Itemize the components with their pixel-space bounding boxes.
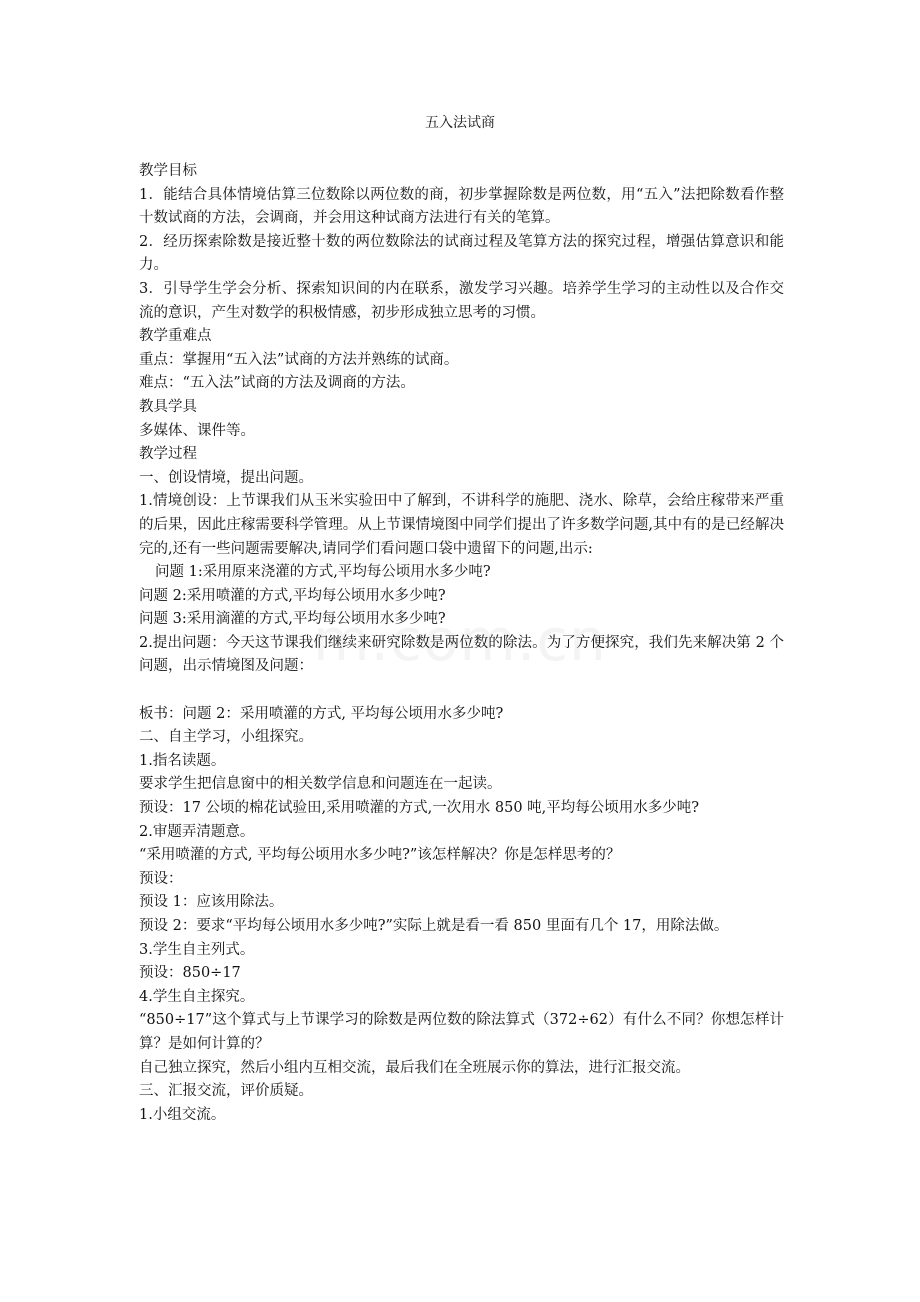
board-writing: 板书：问题 2：采用喷灌的方式, 平均每公顷用水多少吨? <box>139 705 504 722</box>
question-3: 问题 3:采用滴灌的方式,平均每公顷用水多少吨? <box>139 611 446 628</box>
preset-1: 预设 1：应该用除法。 <box>139 894 284 911</box>
question-1: 问题 1:采用原来浇灌的方式,平均每公顷用水多少吨? <box>155 564 491 581</box>
explore-instruction: 自己独立探究，然后小组内互相交流，最后我们在全班展示你的算法，进行汇报交流。 <box>139 1059 690 1076</box>
heading-teaching-goals: 教学目标 <box>139 163 197 179</box>
heading-teaching-aids: 教具学具 <box>139 398 197 415</box>
document-body <box>139 160 784 1127</box>
section-2-heading: 二、自主学习，小组探究。 <box>139 729 313 746</box>
question-2: 问题 2:采用喷灌的方式,平均每公顷用水多少吨? <box>139 587 446 604</box>
preset-formula: 预设：850÷17 <box>139 965 241 982</box>
step-read-question: 1.指名读题。 <box>139 752 226 769</box>
preset-label: 预设： <box>139 870 183 887</box>
compare-question: “850÷17”这个算式与上节课学习的除数是两位数的除法算式（372÷62）有什么不同？你想怎样计算？是如何计算的？ <box>139 1012 784 1052</box>
section-3-heading: 三、汇报交流，评价质疑。 <box>139 1083 313 1100</box>
difficult-point: 难点：“五入法”试商的方法及调商的方法。 <box>139 375 415 392</box>
preset-2: 预设 2：要求“平均每公顷用水多少吨?”实际上就是看一看 850 里面有几个 17，用除法做。 <box>139 918 729 934</box>
thinking-question: “采用喷灌的方式, 平均每公顷用水多少吨?”该怎样解决？你是怎样思考的？ <box>139 847 621 864</box>
step-group-exchange: 1.小组交流。 <box>139 1106 226 1123</box>
heading-key-points: 教学重难点 <box>139 328 212 345</box>
section-1-heading: 一、创设情境，提出问题。 <box>139 469 313 486</box>
goal-1: 1．能结合具体情境估算三位数除以两位数的商，初步掌握除数是两位数，用“五入”法把除数看作整十数试商的方法，会调商，并会用这种试商方法进行有关的笔算。 <box>139 186 784 227</box>
step-formula: 3.学生自主列式。 <box>139 941 255 958</box>
step-explore: 4.学生自主探究。 <box>139 988 255 1005</box>
requirement-text: 要求学生把信息窗中的相关数学信息和问题连在一起读。 <box>139 776 502 793</box>
scenario-paragraph: 1.情境创设：上节课我们从玉米实验田中了解到，不讲科学的施肥、浇水、除草，会给庄稼带来严重的后果，因此庄稼需要科学管理。从上节课情境图中同学们提出了许多数学问题,其中有的是已经解决完的,还有一些问题需要解决,请同学们看问题口袋中遗留下的问题,出示: <box>139 493 784 557</box>
document-title: 五入法试商 <box>425 115 495 131</box>
step-understand: 2.审题弄清题意。 <box>139 823 255 840</box>
blank-line <box>139 679 784 703</box>
raise-question-paragraph: 2.提出问题：今天这节课我们继续来研究除数是两位数的除法。为了方便探究，我们先来解决第 2 个问题，出示情境图及问题： <box>139 634 784 675</box>
teaching-aids: 多媒体、课件等。 <box>139 422 255 439</box>
goal-2: 2．经历探索除数是接近整十数的两位数除法的试商过程及笔算方法的探究过程，增强估算意识和能力。 <box>139 233 784 274</box>
goal-3: 3．引导学生学会分析、探索知识间的内在联系，激发学习兴趣。培养学生学习的主动性以及合作交流的意识，产生对数学的积极情感，初步形成独立思考的习惯。 <box>139 280 784 321</box>
heading-teaching-process: 教学过程 <box>139 446 197 463</box>
key-point: 重点：掌握用“五入法”试商的方法并熟练的试商。 <box>139 351 459 368</box>
preset-problem: 预设：17 公顷的棉花试验田,采用喷灌的方式,一次用水 850 吨,平均每公顷用水多少吨? <box>139 800 700 817</box>
